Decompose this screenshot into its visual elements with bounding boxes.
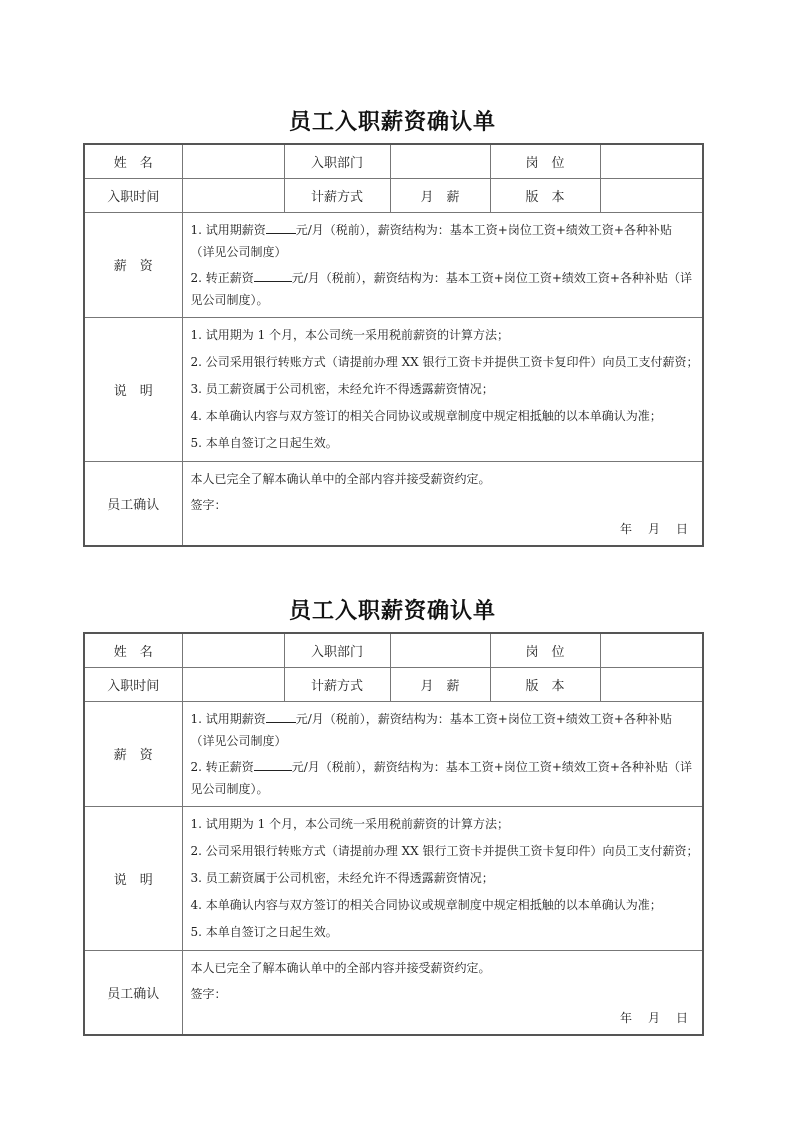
version-input-cell[interactable] <box>600 667 703 701</box>
position-input-cell[interactable] <box>600 633 703 667</box>
notes-label: 说 明 <box>84 806 182 950</box>
date-month: 月 <box>647 1011 660 1026</box>
form-title: 员工入职薪资确认单 <box>288 110 496 135</box>
pay-method-value: 月 薪 <box>390 667 490 701</box>
salary-confirmation-form-2 <box>83 592 702 1036</box>
form-title: 员工入职薪资确认单 <box>288 599 496 624</box>
form-table <box>83 632 704 1036</box>
row-confirm <box>84 950 703 1035</box>
confirm-content <box>182 461 703 546</box>
row-entry-info <box>84 667 703 701</box>
form-table <box>83 143 704 547</box>
name-label: 姓 名 <box>84 144 182 178</box>
confirm-label: 员工确认 <box>84 461 182 546</box>
entry-time-label: 入职时间 <box>84 178 182 212</box>
note-item: 5. 本单自签订之日起生效。 <box>190 435 338 450</box>
name-label: 姓 名 <box>84 633 182 667</box>
entry-time-input-cell[interactable] <box>182 178 284 212</box>
notes-content <box>182 806 703 950</box>
entry-time-label: 入职时间 <box>84 667 182 701</box>
salary-content <box>182 212 703 317</box>
dept-input-cell[interactable] <box>390 633 490 667</box>
version-label: 版 本 <box>490 667 600 701</box>
probation-salary-blank[interactable] <box>266 722 296 723</box>
salary-item-regular: 2. 转正薪资 元/月（税前），薪资结构为：基本工资+岗位工资+绩效工资+各种补贴（详见公司制度）。 <box>190 759 692 796</box>
sign-label: 签字： <box>190 498 227 513</box>
dept-label: 入职部门 <box>284 633 390 667</box>
date-year: 年 <box>619 522 632 537</box>
row-entry-info <box>84 178 703 212</box>
version-label: 版 本 <box>490 178 600 212</box>
regular-salary-blank[interactable] <box>254 281 292 282</box>
date-day: 日 <box>675 1011 688 1026</box>
note-item: 2. 公司采用银行转账方式（请提前办理 XX 银行工资卡并提供工资卡复印件）向员工支付薪资； <box>190 354 699 369</box>
salary-confirmation-form-1 <box>83 103 702 547</box>
note-item: 4. 本单确认内容与双方签订的相关合同协议或规章制度中规定相抵触的以本单确认为准； <box>190 897 662 912</box>
name-input-cell[interactable] <box>182 144 284 178</box>
row-salary <box>84 701 703 806</box>
probation-salary-blank[interactable] <box>266 233 296 234</box>
salary-label: 薪 资 <box>84 701 182 806</box>
dept-input-cell[interactable] <box>390 144 490 178</box>
note-item: 5. 本单自签订之日起生效。 <box>190 924 338 939</box>
date-field[interactable] <box>191 1007 695 1029</box>
sign-label: 签字： <box>190 987 227 1002</box>
notes-content <box>182 317 703 461</box>
salary-item-probation: 1. 试用期薪资 元/月（税前），薪资结构为：基本工资+岗位工资+绩效工资+各种补贴（详见公司制度） <box>190 711 672 748</box>
note-item: 2. 公司采用银行转账方式（请提前办理 XX 银行工资卡并提供工资卡复印件）向员工支付薪资； <box>190 843 699 858</box>
pay-method-value: 月 薪 <box>390 178 490 212</box>
salary-label: 薪 资 <box>84 212 182 317</box>
salary-item-probation: 1. 试用期薪资 元/月（税前），薪资结构为：基本工资+岗位工资+绩效工资+各种补贴（详见公司制度） <box>190 222 672 259</box>
row-notes <box>84 806 703 950</box>
salary-content <box>182 701 703 806</box>
date-month: 月 <box>647 522 660 537</box>
name-input-cell[interactable] <box>182 633 284 667</box>
sign-field[interactable] <box>191 492 695 518</box>
row-confirm <box>84 461 703 546</box>
row-notes <box>84 317 703 461</box>
note-item: 3. 员工薪资属于公司机密，未经允许不得透露薪资情况； <box>190 870 494 885</box>
pay-method-label: 计薪方式 <box>284 667 390 701</box>
sign-field[interactable] <box>191 981 695 1007</box>
row-salary <box>84 212 703 317</box>
confirm-content <box>182 950 703 1035</box>
row-basic-info <box>84 144 703 178</box>
note-item: 1. 试用期为 1 个月，本公司统一采用税前薪资的计算方法； <box>190 327 510 342</box>
confirm-text: 本人已完全了解本确认单中的全部内容并接受薪资约定。 <box>190 961 491 976</box>
row-basic-info <box>84 633 703 667</box>
entry-time-input-cell[interactable] <box>182 667 284 701</box>
date-day: 日 <box>675 522 688 537</box>
salary-item-regular: 2. 转正薪资 元/月（税前），薪资结构为：基本工资+岗位工资+绩效工资+各种补贴（详见公司制度）。 <box>190 270 692 307</box>
position-input-cell[interactable] <box>600 144 703 178</box>
notes-label: 说 明 <box>84 317 182 461</box>
version-input-cell[interactable] <box>600 178 703 212</box>
position-label: 岗 位 <box>490 633 600 667</box>
pay-method-label: 计薪方式 <box>284 178 390 212</box>
note-item: 3. 员工薪资属于公司机密，未经允许不得透露薪资情况； <box>190 381 494 396</box>
confirm-label: 员工确认 <box>84 950 182 1035</box>
regular-salary-blank[interactable] <box>254 770 292 771</box>
date-year: 年 <box>619 1011 632 1026</box>
note-item: 1. 试用期为 1 个月，本公司统一采用税前薪资的计算方法； <box>190 816 510 831</box>
note-item: 4. 本单确认内容与双方签订的相关合同协议或规章制度中规定相抵触的以本单确认为准； <box>190 408 662 423</box>
dept-label: 入职部门 <box>284 144 390 178</box>
date-field[interactable] <box>191 518 695 540</box>
confirm-text: 本人已完全了解本确认单中的全部内容并接受薪资约定。 <box>190 472 491 487</box>
position-label: 岗 位 <box>490 144 600 178</box>
